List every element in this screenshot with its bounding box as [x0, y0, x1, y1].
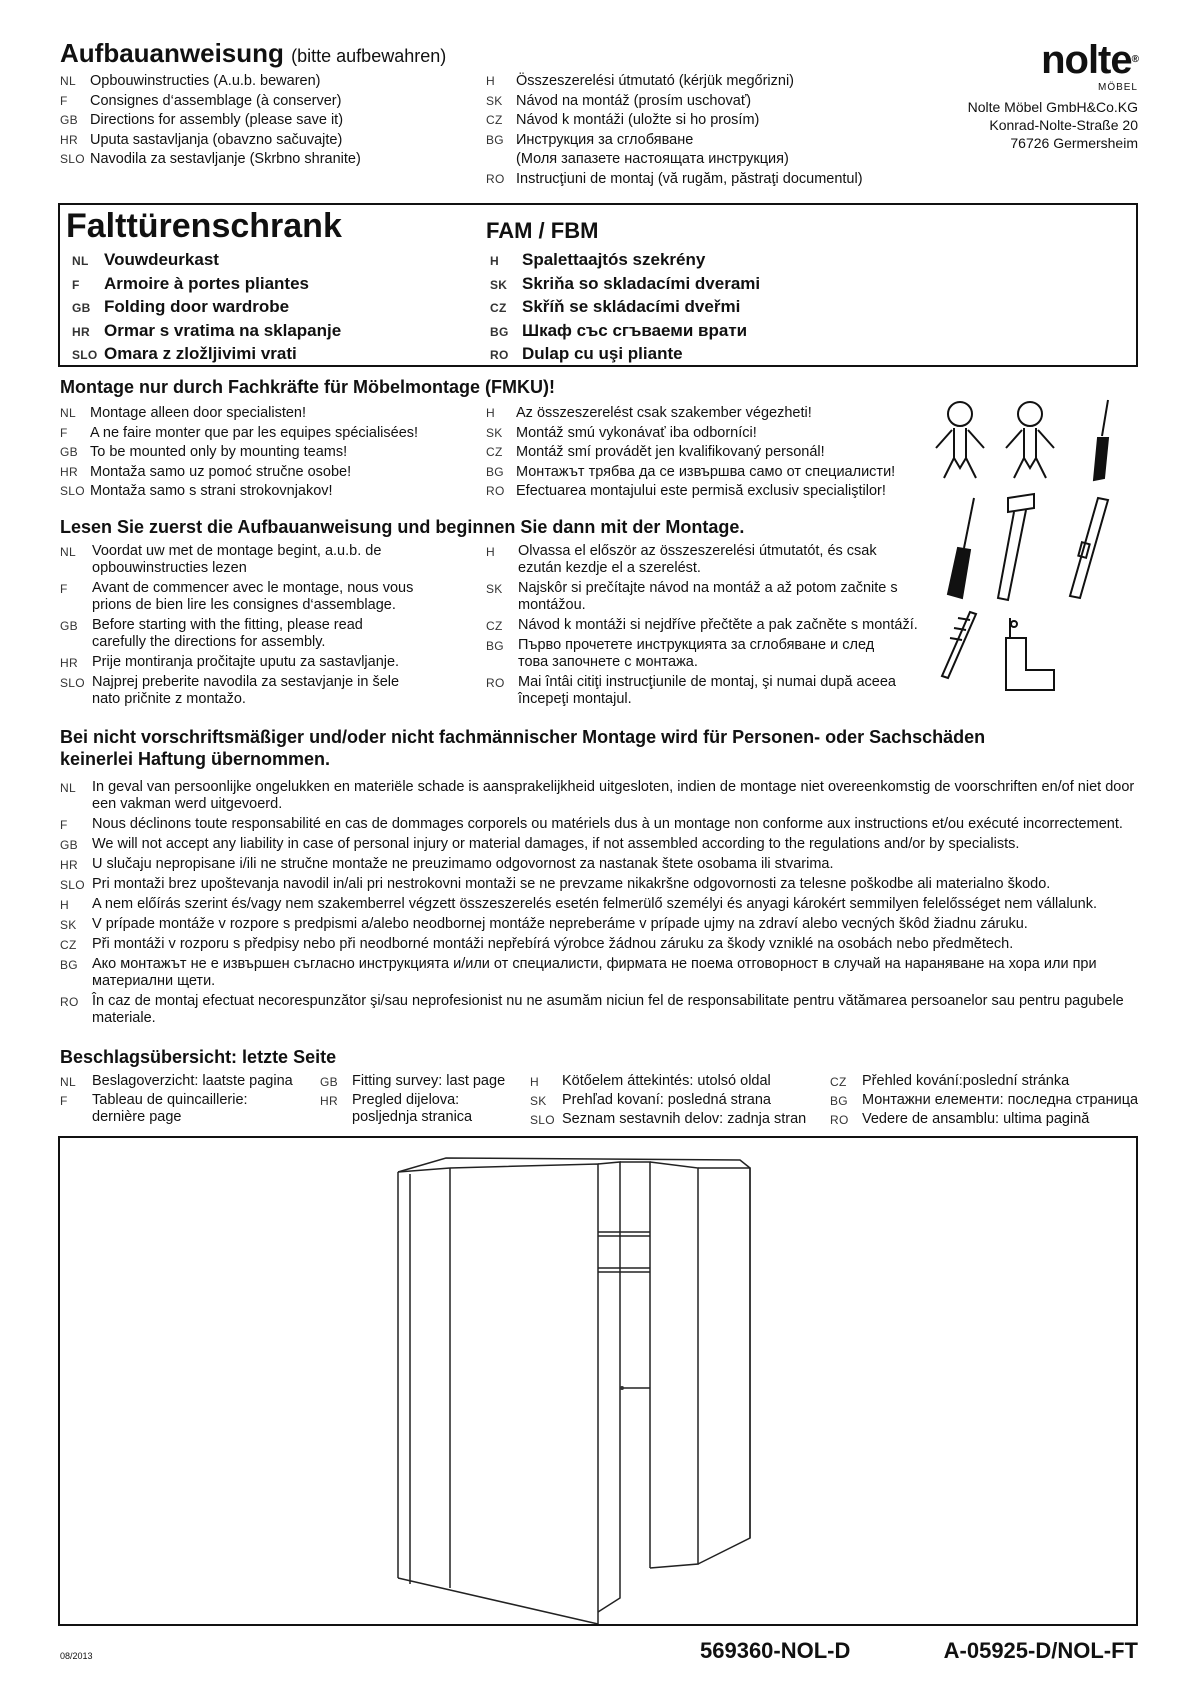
language-item	[530, 1092, 830, 1109]
language-item	[830, 1111, 1150, 1128]
drill-icon	[1006, 618, 1054, 690]
screwdriver-icon	[1094, 400, 1108, 480]
language-text: Avant de commencer avec le montage, nous vous	[92, 580, 414, 596]
language-text: Skříň se skládacími dveřmi	[522, 297, 741, 316]
language-item	[486, 674, 926, 708]
language-text: Efectuarea montajului este permisă exclusiv specialiştilor!	[516, 483, 886, 499]
language-code: SLO	[60, 484, 85, 498]
language-line	[486, 424, 895, 444]
language-item	[60, 816, 1140, 833]
language-code: SK	[60, 918, 77, 932]
language-code: RO	[830, 1113, 849, 1127]
section4-col1	[60, 1073, 320, 1128]
language-text: carefully the directions for assembly.	[92, 634, 326, 650]
language-item	[60, 993, 1140, 1027]
language-text: (Моля запазете настоящата инструкция)	[516, 151, 789, 167]
language-text: Návod k montáži (uložte si ho prosím)	[516, 112, 760, 128]
language-code: GB	[60, 619, 78, 633]
language-text: Vouwdeurkast	[104, 250, 219, 269]
logo-sub: MÖBEL	[1097, 82, 1138, 93]
language-text: Kötőelem áttekintés: utolsó oldal	[562, 1073, 771, 1089]
language-text: Najprej preberite navodila za sestavjanje in šele	[92, 674, 400, 690]
language-item	[320, 1092, 530, 1126]
language-text: We will not accept any liability in case of personal injury or material damages, if not assembled according to the regulations and/or by specialists.	[92, 836, 1020, 852]
language-code: F	[60, 582, 68, 596]
language-line	[486, 482, 895, 502]
doc-title: Aufbauanweisung (bitte aufbewahren)	[60, 38, 447, 68]
language-line	[486, 404, 895, 424]
language-text: Instrucţiuni de montaj (vă rugăm, păstraţi documentul)	[516, 170, 863, 187]
language-item	[60, 856, 1140, 873]
language-code: SK	[486, 93, 503, 108]
language-code: SK	[486, 582, 503, 596]
language-line	[60, 131, 361, 151]
product-names-left	[72, 249, 341, 367]
language-code: H	[60, 898, 69, 912]
header-languages-left	[60, 72, 361, 170]
language-text: Montáž smú vykonávať iba odborníci!	[516, 424, 757, 441]
language-line	[72, 273, 341, 297]
footer-ref-number: A-05925-D/NOL-FT	[943, 1638, 1138, 1663]
language-item	[60, 1073, 320, 1090]
language-text: материални щети.	[92, 973, 216, 989]
language-text: Návod k montáži si nejdříve přečtěte a pak začněte s montáží.	[518, 617, 918, 633]
language-item	[486, 637, 926, 671]
language-line	[60, 72, 361, 92]
language-code: BG	[486, 639, 504, 653]
language-code: F	[60, 818, 68, 832]
language-line	[72, 296, 341, 320]
language-text: A nem előírás szerint és/vagy nem szakemberrel végzett összeszerelés esetén felmerülő személyi és anyagi károkért semmilyen felelősséget nem vállalunk.	[92, 896, 1097, 912]
language-code: GB	[320, 1075, 338, 1089]
language-item	[60, 896, 1140, 913]
language-text: Pri montaži brez upoštevanja navodil in/ali pri nestrokovni montaži se ne prevzame nikakršne odgovornosti za telesne poškodbe ali materialno škodo.	[92, 876, 1051, 892]
language-code: SK	[490, 277, 508, 292]
tools-illustration	[930, 398, 1130, 708]
language-text: Montaža samo uz pomoć stručne osobe!	[90, 463, 352, 480]
section3-items	[60, 779, 1140, 1030]
section4-title: Beschlagsübersicht: letzte Seite	[60, 1047, 337, 1067]
language-line	[486, 150, 863, 170]
language-code: CZ	[490, 301, 507, 315]
language-text: Dulap cu uşi pliante	[522, 344, 683, 363]
language-item	[486, 617, 926, 634]
language-code: F	[60, 1094, 68, 1108]
header	[60, 38, 940, 69]
language-item	[60, 654, 480, 671]
language-code: SLO	[60, 878, 85, 892]
language-code: HR	[60, 132, 78, 147]
language-code: SLO	[72, 348, 98, 362]
language-item	[530, 1111, 830, 1128]
product-names-right	[490, 249, 760, 367]
language-code: BG	[486, 132, 504, 147]
language-line	[60, 482, 418, 502]
language-line	[486, 72, 863, 92]
language-text: Pregled dijelova:	[352, 1092, 460, 1108]
language-text: opbouwinstructies lezen	[92, 560, 247, 576]
language-text: Nous déclinons toute responsabilité en cas de dommages corporels ou matériels dus à un montage non conforme aux instructions et/ou exécuté incorrectement.	[92, 816, 1123, 832]
language-line	[72, 320, 341, 344]
section4-col2	[320, 1073, 530, 1128]
language-line	[60, 463, 418, 483]
language-code: CZ	[60, 938, 77, 952]
language-code: SLO	[530, 1113, 555, 1127]
nolte-logo: nolte®	[1041, 38, 1138, 82]
language-code: BG	[60, 958, 78, 972]
language-code: SK	[530, 1094, 547, 1108]
footer-doc-number: 569360-NOL-D	[700, 1638, 851, 1663]
company-city: 76726 Germersheim	[1010, 135, 1138, 151]
section4-col3	[530, 1073, 830, 1130]
language-text: A ne faire monter que par les equipes spécialisées!	[90, 424, 419, 441]
language-text: Omara z zložljivimi vrati	[104, 344, 297, 363]
language-code: HR	[60, 858, 78, 872]
language-line	[486, 443, 895, 463]
language-item	[60, 936, 1140, 953]
language-text: Montaža samo s strani strokovnjakov!	[90, 483, 333, 499]
language-line	[60, 443, 418, 463]
language-item	[830, 1073, 1150, 1090]
language-text: posljednja stranica	[352, 1109, 473, 1125]
language-code: NL	[60, 545, 76, 559]
language-text: Ако монтажът не е извършен съгласно инструкцията и/или от специалисти, фирмата не поема отговорност в случай на нараняване на хора или при	[92, 956, 1097, 972]
language-line	[490, 296, 760, 320]
company-street: Konrad-Nolte-Straße 20	[989, 117, 1138, 133]
level-icon	[1070, 498, 1108, 598]
language-item	[830, 1092, 1150, 1109]
language-code: CZ	[486, 619, 503, 633]
language-text: Шкаф със сгъваеми врати	[522, 320, 748, 340]
language-item	[530, 1073, 830, 1090]
language-item	[60, 1092, 320, 1126]
language-text: това започнете с монтажа.	[518, 654, 698, 670]
language-text: Návod na montáž (prosím uschovať)	[516, 92, 752, 109]
language-text: Монтажът трябва да се извършва само от специалисти!	[516, 463, 896, 480]
language-line	[490, 273, 760, 297]
language-code: HR	[72, 324, 90, 339]
language-line	[72, 249, 341, 273]
language-text: Uputa sastavljanja (obavzno sačuvajte)	[90, 131, 343, 148]
language-text: U slučaju nepropisane i/ili ne stručne montaže ne preuzimamo odgovornost za nastanak štete osobama ili stvarima.	[92, 856, 834, 872]
language-text: prions de bien lire les consignes d‘assemblage.	[92, 597, 396, 613]
language-item	[60, 543, 480, 577]
doc-title-note: (bitte aufbewahren)	[291, 46, 447, 66]
product-model: FAM / FBM	[486, 218, 599, 243]
language-line	[60, 424, 418, 444]
language-code: NL	[72, 254, 89, 268]
language-code: GB	[60, 838, 78, 852]
language-item	[486, 580, 926, 614]
language-text: Spalettaajtós szekrény	[522, 250, 706, 269]
language-text: Първо прочетете инструкцията за сглобяване и след	[518, 637, 875, 653]
section1-right	[486, 404, 895, 502]
language-text: Összeszerelési útmutató (kérjük megőrizni)	[516, 73, 795, 89]
language-line	[486, 92, 863, 112]
language-code: SK	[486, 425, 503, 440]
language-code: SLO	[60, 152, 85, 166]
language-item	[60, 916, 1140, 933]
language-text: montážou.	[518, 597, 586, 613]
language-item	[486, 543, 926, 577]
language-line	[490, 249, 760, 273]
drill-bit-icon	[942, 612, 976, 678]
wardrobe-drawing	[60, 1138, 1136, 1624]
language-item	[60, 876, 1140, 893]
language-text: Přehled kování:poslední stránka	[862, 1073, 1070, 1089]
section1-title: Montage nur durch Fachkräfte für Möbelmontage (FMKU)!	[60, 377, 555, 397]
language-text: Ormar s vratima na sklapanje	[104, 320, 342, 340]
company-name: Nolte Möbel GmbH&Co.KG	[967, 99, 1138, 115]
language-text: Vedere de ansamblu: ultima pagină	[862, 1111, 1090, 1127]
language-line	[486, 463, 895, 483]
language-item	[60, 956, 1140, 990]
language-text: Directions for assembly (please save it)	[90, 112, 344, 128]
language-code: HR	[320, 1094, 338, 1108]
language-text: Before starting with the fitting, please read	[92, 617, 363, 633]
language-text: Skriňa so skladacími dverami	[522, 273, 761, 293]
language-code: NL	[60, 406, 76, 420]
language-text: Монтажни елементи: последна страница	[862, 1092, 1139, 1108]
language-item	[60, 580, 480, 614]
footer-date: 08/2013	[60, 1651, 93, 1661]
language-item	[60, 617, 480, 651]
language-code: CZ	[486, 113, 503, 127]
language-text: dernière page	[92, 1109, 182, 1125]
section2-title: Lesen Sie zuerst die Aufbauanweisung und beginnen Sie dann mit der Montage.	[60, 517, 745, 537]
language-code: CZ	[830, 1075, 847, 1089]
language-text: To be mounted only by mounting teams!	[90, 444, 348, 460]
language-code: SLO	[60, 676, 85, 690]
language-text: Consignes d‘assemblage (à conserver)	[90, 92, 342, 109]
language-item	[60, 836, 1140, 853]
language-code: RO	[486, 484, 505, 498]
person-icon	[1006, 402, 1054, 478]
header-languages-right	[486, 72, 863, 189]
language-text: ezután kezdje el a szerelést.	[518, 560, 701, 576]
language-line	[60, 150, 361, 170]
language-code: H	[490, 254, 499, 268]
language-line	[60, 404, 418, 424]
language-line	[60, 92, 361, 112]
language-text: În caz de montaj efectuat necorespunzător şi/sau neprofesionist nu ne asumăm niciun fel de responsabilitate pentru vătămarea persoanelor sau pentru pagubele	[92, 993, 1124, 1009]
section4-col4	[830, 1073, 1150, 1130]
language-line	[72, 343, 341, 367]
language-line	[60, 111, 361, 131]
language-code: HR	[60, 464, 78, 479]
section2-left	[60, 543, 480, 711]
language-code: GB	[60, 445, 78, 459]
language-text: materiale.	[92, 1010, 156, 1026]
language-code: RO	[486, 676, 505, 690]
wardrobe-illustration-box	[58, 1136, 1138, 1626]
section1-left	[60, 404, 418, 502]
language-code: RO	[490, 348, 509, 362]
language-text: nato pričnite z montažo.	[92, 691, 246, 707]
language-code: F	[60, 425, 68, 440]
language-text: Prehľad kovaní: posledná strana	[562, 1092, 771, 1108]
language-text: Az összeszerelést csak szakember végezheti!	[516, 405, 812, 421]
language-item	[320, 1073, 530, 1090]
language-text: Najskôr si prečítajte návod na montáž a až potom začnite s	[518, 580, 898, 596]
language-text: Opbouwinstructies (A.u.b. bewaren)	[90, 73, 321, 89]
language-text: Fitting survey: last page	[352, 1073, 506, 1089]
language-text: Инструкция за сглобяване	[516, 131, 694, 148]
language-text: V prípade montáže v rozpore s predpismi a/alebo neodbornej montáže nepreberáme v prípade ujmy na zdraví alebo vecných škôd žiadnu záruku.	[92, 916, 1028, 932]
language-code: H	[486, 406, 495, 420]
language-text: Montage alleen door specialisten!	[90, 405, 307, 421]
language-text: Seznam sestavnih delov: zadnja stran	[562, 1111, 807, 1127]
language-item	[60, 674, 480, 708]
language-text: Olvassa el először az összeszerelési útmutatót, és csak	[518, 543, 877, 559]
language-text: Voordat uw met de montage begint, a.u.b. de	[92, 543, 382, 559]
language-text: een vakman werd uitgevoerd.	[92, 796, 283, 812]
language-text: Při montáži v rozporu s předpisy nebo při neodborné montáži nepřebírá výrobce žádnou záruku za škody vzniklé na osobách nebo předmětech.	[92, 936, 1014, 952]
language-code: H	[486, 545, 495, 559]
language-code: RO	[486, 171, 505, 186]
language-code: BG	[486, 464, 504, 479]
language-code: F	[72, 277, 80, 292]
language-text: Mai întâi citiţi instrucţiunile de montaj, şi numai după aceea	[518, 674, 896, 690]
language-code: BG	[490, 324, 509, 339]
language-code: GB	[72, 301, 91, 315]
language-text: Prije montiranja pročitajte uputu za sastavljanje.	[92, 654, 400, 670]
company-block	[968, 40, 1138, 151]
language-text: In geval van persoonlijke ongelukken en materiële schade is aansprakelijkheid uitgesloten, indien de montage niet overeenkomstig de voorschriften en/of niet door	[92, 779, 1135, 795]
language-text: Beslagoverzicht: laatste pagina	[92, 1073, 293, 1089]
language-text: Navodila za sestavljanje (Skrbno shranite)	[90, 151, 361, 167]
product-box	[58, 203, 1138, 367]
language-line	[486, 131, 863, 151]
language-code: HR	[60, 656, 78, 670]
language-code: NL	[60, 1075, 76, 1089]
language-text: Tableau de quincaillerie:	[92, 1092, 248, 1108]
language-code: GB	[60, 113, 78, 127]
language-code: RO	[60, 995, 79, 1009]
language-code: CZ	[486, 445, 503, 459]
hammer-icon	[998, 494, 1034, 600]
language-line	[490, 343, 760, 367]
language-text: Armoire à portes pliantes	[104, 273, 310, 293]
language-text: începeţi montajul.	[518, 691, 632, 707]
language-code: NL	[60, 74, 76, 88]
language-text: Folding door wardrobe	[104, 297, 290, 316]
section2-right	[486, 543, 926, 711]
language-line	[490, 320, 760, 344]
language-code: BG	[830, 1094, 848, 1108]
section3-title: Bei nicht vorschriftsmäßiger und/oder nicht fachmännischer Montage wird für Personen- oder Sachschäden keinerlei Haftung übernommen.	[60, 727, 986, 769]
language-code: NL	[60, 781, 76, 795]
product-title: Falttürenschrank	[66, 207, 342, 245]
language-code: F	[60, 93, 68, 108]
language-text: Montáž smí provádět jen kvalifikovaný personál!	[516, 444, 825, 460]
person-icon	[936, 402, 984, 478]
screwdriver-icon	[948, 498, 974, 598]
language-item	[60, 779, 1140, 813]
language-code: H	[486, 74, 495, 88]
language-line	[486, 111, 863, 131]
language-line	[486, 170, 863, 190]
language-code: H	[530, 1075, 539, 1089]
